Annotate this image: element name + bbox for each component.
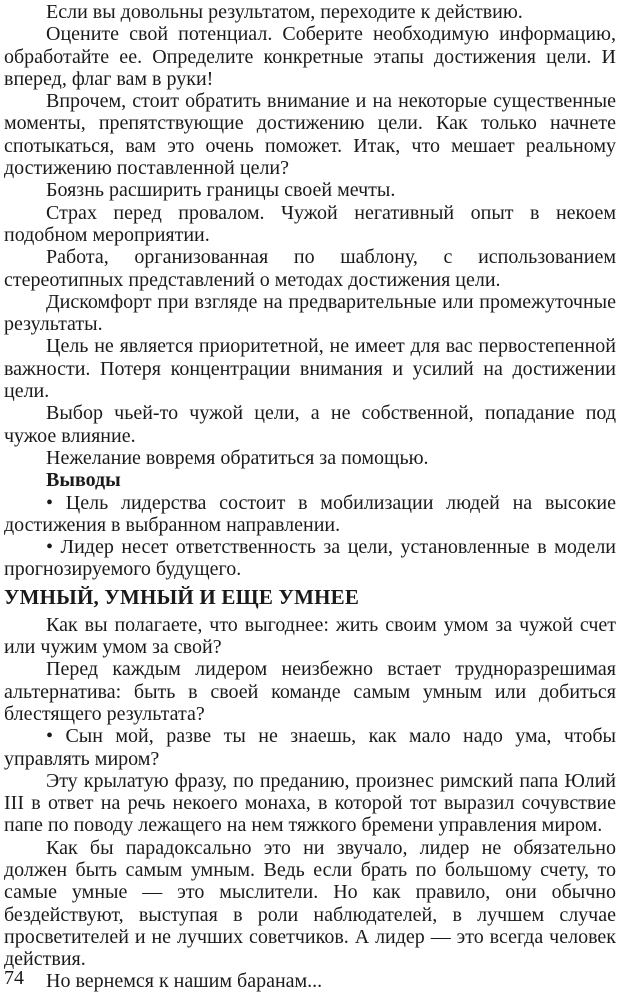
paragraph: Цель не является приоритетной, не имеет для вас первостепенной важности. Потеря концентрации внимания и усилий на достижении цели. [4,335,616,403]
paragraph: Но вернемся к нашим баранам... [46,970,323,993]
paragraph: Как вы полагаете, что выгоднее: жить своим умом за чужой счет или чужим умом за свой? [4,613,616,659]
paragraph: Эту крылатую фразу, по преданию, произнес римский папа Юлий III в ответ на речь некоего монаха, в которой тот выразил сочувствие папе по поводу лежащего на нем тяжкого бремени управления миром. [4,769,616,837]
paragraph: Оцените свой потенциал. Соберите необходимую информацию, обработайте ее. Определите конкретные этапы достижения цели. И вперед, флаг вам в руки! [4,23,616,90]
conclusions-title: Выводы [46,469,121,492]
page-text [4,1,616,993]
book-page [4,0,616,999]
paragraph: Нежелание вовремя обратиться за помощью. [46,446,429,469]
paragraph: Впрочем, стоит обратить внимание и на некоторые существенные моменты, препятствующие достижению цели. Как только начнете спотыкаться, вам это очень поможет. Итак, что мешает реальному достижению поставленной цели? [4,90,616,180]
paragraph: Если вы довольны результатом, переходите к действию. [46,1,523,23]
paragraph: Перед каждым лидером неизбежно встает трудноразрешимая альтернатива: быть в своей команде самым умным или добиться блестящего результата? [4,658,616,725]
paragraph: Как бы парадоксально это ни звучало, лидер не обязательно должен быть самым умным. Ведь если брать по большому счету, то самые умные — это мыслители. Но как правило, они обычно бездействуют, выступая в роли наблюдателей, в лучшем случае просветителей и не лучших советчиков. А лидер — это всегда человек действия. [4,836,616,971]
paragraph: Выбор чьей-то чужой цели, а не собственной, попадание под чужое влияние. [4,402,616,447]
section-title: УМНЫЙ, УМНЫЙ И ЕЩЕ УМНЕЕ [4,584,360,609]
conclusion-item: • Лидер несет ответственность за цели, установленные в модели прогнозируемого будущего. [4,536,616,581]
paragraph: • Сын мой, разве ты не знаешь, как мало надо ума, чтобы управлять миром? [4,725,616,770]
page-number: 74 [4,967,24,989]
paragraph: Работа, организованная по шаблону, с использованием стереотипных представлений о методах достижения цели. [4,246,616,291]
paragraph: Дискомфорт при взгляде на предварительные или промежуточные результаты. [4,290,616,336]
paragraph: Боязнь расширить границы своей мечты. [46,179,396,202]
paragraph: Страх перед провалом. Чужой негативный опыт в некоем подобном мероприятии. [4,201,616,246]
conclusion-item: • Цель лидерства состоит в мобилизации людей на высокие достижения в выбранном направлении. [4,491,616,536]
